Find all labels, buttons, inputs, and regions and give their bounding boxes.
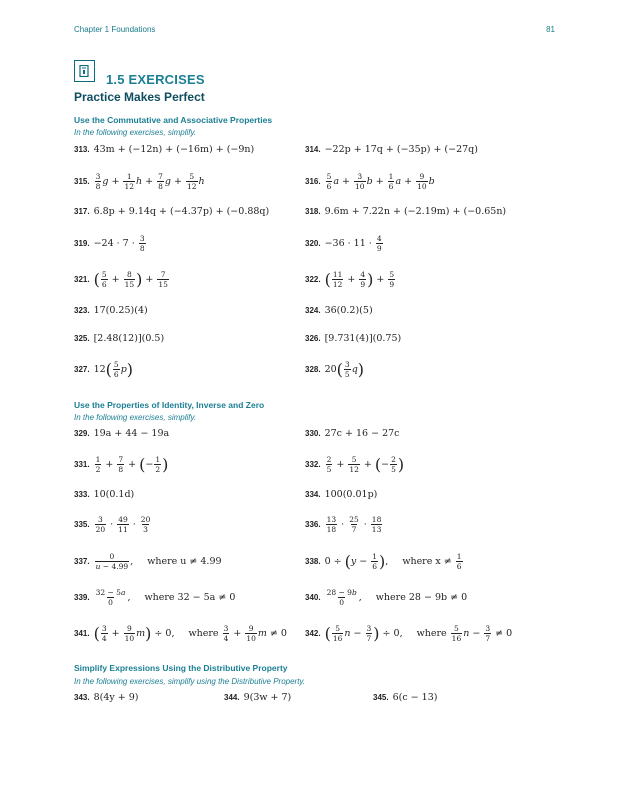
- exercise-number: 322.: [305, 275, 321, 284]
- group-heading-commutative: Use the Commutative and Associative Properties: [74, 115, 273, 125]
- exercise-315: 315. $\frac{3}{8}$ g + $\frac{1}{12}$ h + $\frac{7}{8}$ g + $\frac{5}{12}$ h: [74, 172, 205, 191]
- exercise-323: [74, 305, 148, 316]
- exercise-331: 331. $\frac{1}{2}$ + $\frac{7}{8}$ + ( − $\frac{1}{2}$ ): [74, 454, 169, 474]
- expression: 6.8p + 9.14q + (−4.37p) + (−0.88q): [93, 206, 270, 217]
- expression: 9(3w + 7): [243, 692, 292, 703]
- exercise-number: 336.: [305, 520, 321, 529]
- exercise-344: [224, 692, 291, 703]
- exercise-number: 343.: [74, 693, 90, 702]
- exercise-313: [74, 144, 254, 155]
- exercise-318: [305, 206, 506, 217]
- exercise-320: 320. −36 · 11 · $\frac{4}{9}$: [305, 234, 382, 253]
- exercise-number: 314.: [305, 145, 321, 154]
- exercise-number: 334.: [305, 490, 321, 499]
- exercise-330: [305, 428, 399, 439]
- exercise-number: 333.: [74, 490, 90, 499]
- exercise-number: 320.: [305, 239, 321, 248]
- section-title: 1.5 EXERCISES: [106, 72, 205, 87]
- expression: 36(0.2)(5): [324, 305, 373, 316]
- expression: 8(4y + 9): [93, 692, 139, 703]
- exercise-number: 341.: [74, 629, 90, 638]
- exercise-345: [373, 692, 437, 703]
- expression: 27c + 16 − 27c: [324, 428, 400, 439]
- expression: 6(c − 13): [392, 692, 438, 703]
- expression: [9.731(4)](0.75): [324, 333, 402, 344]
- condition: where x ≠: [402, 556, 452, 567]
- exercise-314: [305, 144, 478, 155]
- expression: 10(0.1d): [93, 489, 135, 500]
- exercise-number: 315.: [74, 177, 90, 186]
- exercise-324: [305, 305, 373, 316]
- group-instruction-identity: In the following exercises, simplify.: [74, 413, 197, 422]
- exercise-number: 313.: [74, 145, 90, 154]
- exercise-341: 341. ( $\frac{3}{4}$ + $\frac{9}{10}$ m ) ÷ 0, where $\frac{3}{4}$ + $\frac{9}{10}$ m ≠ 0: [74, 623, 287, 643]
- exercise-326: [305, 333, 401, 344]
- exercise-328: 328. 20 ( $\frac{3}{5}$ q ): [305, 359, 365, 379]
- exercise-number: 340.: [305, 593, 321, 602]
- exercise-338: 338. 0 ÷ ( y − $\frac{1}{6}$ ) , where x ≠ $\frac{1}{6}$: [305, 551, 462, 571]
- expression: 43m + (−12n) + (−16m) + (−9n): [93, 144, 255, 155]
- exercise-342: 342. ( $\frac{5}{16}$ n − $\frac{3}{7}$ ) ÷ 0, where $\frac{5}{16}$ n − $\frac{3}{7}$ ≠ 0: [305, 623, 513, 643]
- expression: −22p + 17q + (−35p) + (−27q): [324, 144, 478, 155]
- exercise-number: 317.: [74, 207, 90, 216]
- exercise-number: 332.: [305, 460, 321, 469]
- condition: where u ≠ 4.99: [147, 556, 222, 567]
- exercise-321: 321. ( $\frac{5}{6}$ + $\frac{8}{15}$ ) + $\frac{7}{15}$: [74, 269, 168, 289]
- exercise-number: 316.: [305, 177, 321, 186]
- exercise-327: 327. 12 ( $\frac{5}{6}$ p ): [74, 359, 134, 379]
- exercise-number: 326.: [305, 334, 321, 343]
- exercise-333: [74, 489, 134, 500]
- exercise-number: 339.: [74, 593, 90, 602]
- expression: 100(0.01p): [324, 489, 378, 500]
- exercise-number: 319.: [74, 239, 90, 248]
- exercise-336: 336. $\frac{13}{18}$ · $\frac{25}{7}$ · $\frac{18}{13}$: [305, 515, 382, 534]
- expression: 17(0.25)(4): [93, 305, 148, 316]
- expression: −24 · 7 ·: [93, 238, 135, 249]
- exercise-317: [74, 206, 269, 217]
- exercise-number: 328.: [305, 365, 321, 374]
- exercise-number: 338.: [305, 557, 321, 566]
- group-heading-identity: Use the Properties of Identity, Inverse and Zero: [74, 400, 265, 410]
- exercise-number: 330.: [305, 429, 321, 438]
- exercise-number: 323.: [74, 306, 90, 315]
- condition: where 32 − 5a ≠ 0: [144, 592, 236, 603]
- exercise-number: 337.: [74, 557, 90, 566]
- exercise-325: [74, 333, 164, 344]
- exercise-343: [74, 692, 139, 703]
- page-number: 81: [546, 25, 555, 34]
- expression: 19a + 44 − 19a: [93, 428, 170, 439]
- exercise-number: 321.: [74, 275, 90, 284]
- exercise-340: 340. $\frac{28 - 9b}{0}$ , where 28 − 9b ≠ 0: [305, 588, 468, 607]
- exercise-number: 318.: [305, 207, 321, 216]
- exercise-335: 335. $\frac{3}{20}$ · $\frac{49}{11}$ · $\frac{20}{3}$: [74, 515, 151, 534]
- condition: where 28 − 9b ≠ 0: [375, 592, 468, 603]
- expression: 9.6m + 7.22n + (−2.19m) + (−0.65n): [324, 206, 507, 217]
- exercise-number: 327.: [74, 365, 90, 374]
- group-heading-distributive: Simplify Expressions Using the Distributive Property: [74, 663, 288, 673]
- exercise-book-icon: [74, 60, 95, 82]
- group-instruction-distributive: In the following exercises, simplify using the Distributive Property.: [74, 677, 306, 686]
- exercise-number: 345.: [373, 693, 389, 702]
- group-instruction-commutative: In the following exercises, simplify.: [74, 128, 197, 137]
- exercise-332: 332. $\frac{2}{5}$ + $\frac{5}{12}$ + ( − $\frac{2}{5}$ ): [305, 454, 405, 474]
- exercise-337: 337. $\frac{0}{u - 4.99}$ , where u ≠ 4.99: [74, 552, 222, 571]
- exercise-number: 325.: [74, 334, 90, 343]
- exercise-319: 319. −24 · 7 · $\frac{3}{8}$: [74, 234, 145, 253]
- exercise-number: 331.: [74, 460, 90, 469]
- exercise-322: 322. ( $\frac{11}{12}$ + $\frac{4}{9}$ ) + $\frac{5}{9}$: [305, 269, 395, 289]
- exercise-number: 335.: [74, 520, 90, 529]
- exercise-number: 342.: [305, 629, 321, 638]
- expression: [2.48(12)](0.5): [93, 333, 165, 344]
- expression: −36 · 11 ·: [324, 238, 372, 249]
- running-header-chapter: Chapter 1 Foundations: [74, 25, 156, 34]
- exercise-number: 329.: [74, 429, 90, 438]
- exercise-number: 344.: [224, 693, 240, 702]
- exercise-329: [74, 428, 169, 439]
- exercise-339: 339. $\frac{32 - 5a}{0}$ , where 32 − 5a ≠ 0: [74, 588, 236, 607]
- exercise-number: 324.: [305, 306, 321, 315]
- section-subtitle: Practice Makes Perfect: [74, 90, 205, 104]
- exercise-334: [305, 489, 377, 500]
- exercise-316: 316. $\frac{5}{6}$ a + $\frac{3}{10}$ b + $\frac{1}{6}$ a + $\frac{9}{10}$ b: [305, 172, 435, 191]
